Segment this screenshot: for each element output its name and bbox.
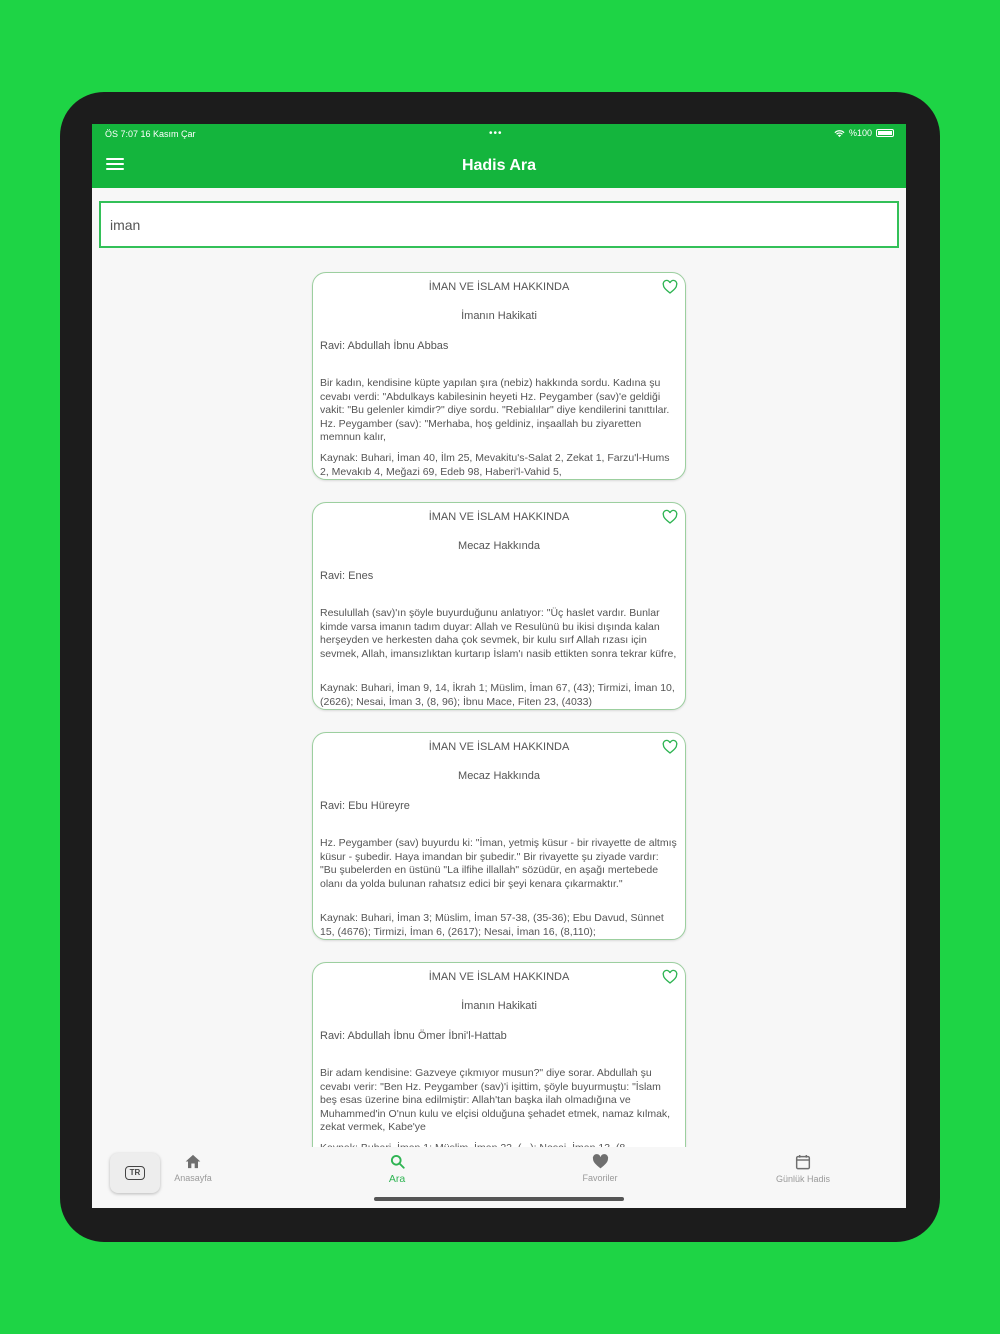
heart-icon [592, 1154, 609, 1169]
wifi-icon [834, 129, 845, 138]
language-badge: TR [125, 1166, 145, 1180]
tab-favoriler[interactable] [555, 1154, 645, 1183]
card-source: Kaynak: Buhari, İman 40, İlm 25, Mevakitu's-Salat 2, Zekat 1, Farzu'l-Hums 2, Mevakıb 4, Meğazi 69, Edeb 98, Haberi'l-Vahid 5, [320, 452, 670, 478]
battery-icon [876, 129, 894, 137]
card-category: İMAN VE İSLAM HAKKINDA [428, 741, 570, 753]
card-text: Resulullah (sav)'ın şöyle buyurduğunu anlatıyor: "Üç haslet vardır. Bunlar kimde varsa imanın tadım duyar: Allah ve Resulünü bu ikisi dışında kalan herşeyden ve herkesten daha çok sevmek, bir kulu sırf Allah rızası için sevmek, Allah, imansızlıktan kurtarıp İslam'ı nasib ettikten sonra tekrar küfre, [320, 607, 677, 660]
search-icon [390, 1154, 405, 1169]
status-time: ÖS 7:07 16 Kasım Çar [105, 129, 196, 139]
card-narrator: Ravi: Enes [320, 570, 374, 582]
card-category: İMAN VE İSLAM HAKKINDA [428, 971, 570, 983]
bottom-nav [92, 1147, 906, 1208]
home-icon [185, 1154, 201, 1169]
card-subject: İmanın Hakikati [461, 310, 537, 322]
favorite-heart-icon[interactable] [662, 279, 678, 295]
app-screen [92, 124, 906, 1208]
card-narrator: Ravi: Ebu Hüreyre [320, 800, 410, 812]
multitask-dots[interactable]: ••• [489, 128, 503, 139]
card-category: İMAN VE İSLAM HAKKINDA [428, 511, 570, 523]
calendar-icon [795, 1154, 811, 1170]
search-input[interactable] [99, 201, 899, 248]
hadith-list[interactable] [92, 272, 906, 1147]
favorite-heart-icon[interactable] [662, 509, 678, 525]
hadith-card[interactable] [312, 502, 686, 710]
home-indicator[interactable] [374, 1197, 624, 1201]
card-subject: Mecaz Hakkında [458, 770, 540, 782]
favorite-heart-icon[interactable] [662, 969, 678, 985]
tab-ara[interactable] [352, 1154, 442, 1185]
card-narrator: Ravi: Abdullah İbnu Ömer İbni'l-Hattab [320, 1030, 507, 1042]
status-right [834, 128, 894, 138]
favorite-heart-icon[interactable] [662, 739, 678, 755]
battery-percent: %100 [848, 128, 872, 138]
card-category: İMAN VE İSLAM HAKKINDA [428, 281, 570, 293]
hadith-card[interactable] [312, 732, 686, 940]
card-text: Bir kadın, kendisine küpte yapılan şıra (nebiz) hakkında sordu. Kadına şu cevabı verdi: "Abdulkays kabilesinin heyeti Hz. Peygamber (sav)'e geldiği vakit: "Bu gelenler kimdir?" diye sordu. "Rebialılar" diye kendilerini tanıttılar. Hz. Peygamber (sav): "Merhaba, hoş geldiniz, inşaallah bu ziyaretten memnun kalır, [320, 377, 670, 443]
card-subject: İmanın Hakikati [461, 1000, 537, 1012]
tab-label: Günlük Hadis [775, 1174, 831, 1184]
card-source: Kaynak: Buhari, İman 3; Müslim, İman 57-38, (35-36); Ebu Davud, Sünnet 15, (4676); Tirmizi, İman 6, (2617); Nesai, İman 16, (8,110); [320, 912, 664, 938]
hadith-card[interactable] [312, 272, 686, 480]
card-source: Kaynak: Buhari, İman 9, 14, İkrah 1; Müslim, İman 67, (43); Tirmizi, İman 10, (2626); Nesai, İman 3, (8, 96); İbnu Mace, Fiten 23, (4033) [320, 682, 675, 708]
card-narrator: Ravi: Abdullah İbnu Abbas [320, 340, 449, 352]
tab-label: Favoriler [582, 1173, 618, 1183]
page-title: Hadis Ara [461, 157, 537, 174]
card-text: Hz. Peygamber (sav) buyurdu ki: "İman, yetmiş küsur - bir rivayette de altmış küsur - şubedir. Haya imandan bir şubedir." Bir rivayette şu ziyade vardır: "Bu şubelerden en üstünü "La ilfihe illallah" sözüdür, en aşağı mertebede olanı da yolda bulunan rahatsız edici bir şeyi kenara çıkarmaktır." [320, 837, 677, 890]
status-bar [92, 128, 906, 144]
tab-label: Anasayfa [174, 1173, 212, 1183]
tab-label: Ara [388, 1173, 406, 1185]
app-header [92, 124, 906, 188]
tab-gunluk-hadis[interactable] [758, 1154, 848, 1184]
card-text: Bir adam kendisine: Gazveye çıkmıyor musun?" diye sorar. Abdullah şu cevabı verir: "Ben Hz. Peygamber (sav)'i işittim, şöyle buyurmuştu: "İslam beş esas üzerine bina edilmiştir: Allah'tan başka ilah olmadığına ve Muhammed'in O'nun kulu ve elçisi olduğuna şehadet etmek, namaz kılmak, zekat vermek, Kabe'ye [320, 1067, 671, 1133]
hadith-card[interactable] [312, 962, 686, 1170]
card-subject: Mecaz Hakkında [458, 540, 540, 552]
tab-anasayfa[interactable] [148, 1154, 238, 1183]
